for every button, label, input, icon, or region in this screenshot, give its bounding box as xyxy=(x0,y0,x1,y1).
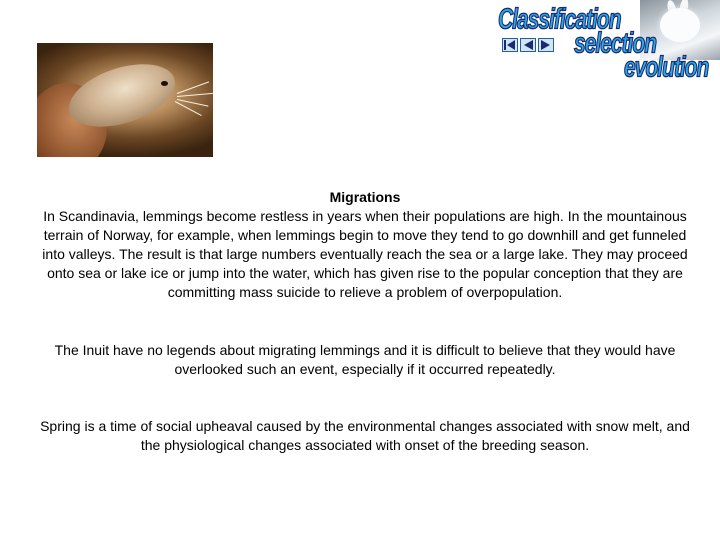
previous-icon[interactable] xyxy=(520,38,536,52)
nav-buttons xyxy=(502,38,554,52)
paragraph-spring: Spring is a time of social upheaval caused by the environmental changes associated with snow melt, and the physiological changes associated with onset of the breeding season. xyxy=(40,418,690,453)
first-icon[interactable] xyxy=(502,38,518,52)
next-icon[interactable] xyxy=(538,38,554,52)
paragraph-scandinavia: In Scandinavia, lemmings become restless in years when their populations are high. In the mountainous terrain of Norway, for example, when lemmings begin to move they tend to go downhill and get funneled into valleys. The result is that large numbers eventually reach the sea or a large lake. They may proceed onto sea or lake ice or jump into the water, which has given rise to the popular conception that they are committing mass suicide to relieve a problem of overpopulation. xyxy=(42,208,688,300)
header-word-classification[interactable]: Classification xyxy=(498,4,621,36)
lemming-photo xyxy=(37,43,213,157)
header-word-selection[interactable]: selection xyxy=(574,28,657,60)
whisker xyxy=(177,93,213,97)
section-title: Migrations xyxy=(329,189,401,205)
lemming-eye xyxy=(161,81,168,86)
migrations-section xyxy=(40,188,690,302)
whisker xyxy=(177,81,209,94)
paragraph-inuit: The Inuit have no legends about migrating lemmings and it is difficult to believe that they would have overlooked such an event, especially if it occurred repeatedly. xyxy=(54,342,676,377)
header-word-evolution[interactable]: evolution xyxy=(624,52,709,84)
hare-body xyxy=(660,8,700,42)
